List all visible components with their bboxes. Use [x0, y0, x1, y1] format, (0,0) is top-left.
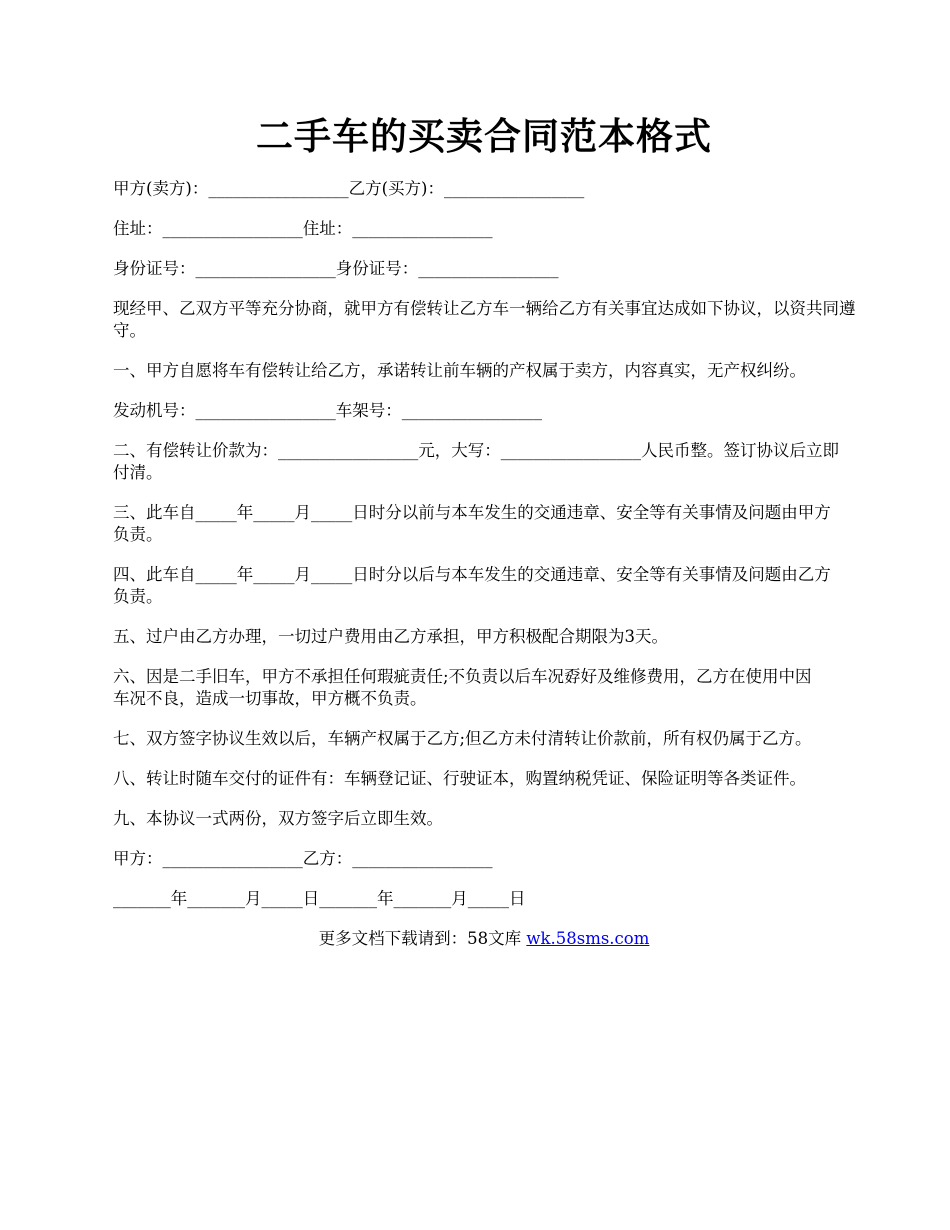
- clause-2: 二、有偿转让价款为：_________________元，大写：_________________人民币整。签订协议后立即付清。: [113, 441, 839, 482]
- document-title: 二手车的买卖合同范本格式: [256, 114, 712, 158]
- date-line: _______年_______月_____日_______年_______月_____日: [113, 889, 526, 908]
- engine-frame-line: 发动机号：_________________车架号：_________________: [113, 401, 542, 420]
- clause-1: 一、甲方自愿将车有偿转让给乙方，承诺转让前车辆的产权属于卖方，内容真实，无产权纠纷。: [113, 361, 806, 380]
- download-footer: [113, 928, 855, 950]
- address-line: 住址：_________________住址：_________________: [113, 219, 493, 238]
- clause-4: 四、此车自_____年_____月_____日时分以后与本车发生的交通违章、安全等有关事情及问题由乙方负责。: [113, 565, 831, 606]
- clause-8: 八、转让时随车交付的证件有：车辆登记证、行驶证本，购置纳税凭证、保险证明等各类证件。: [113, 769, 806, 788]
- id-number-line: 身份证号：_________________身份证号：_________________: [113, 259, 559, 278]
- document-page: [113, 108, 855, 950]
- footer-text: 更多文档下载请到：58文库: [318, 929, 527, 948]
- signature-line: 甲方：_________________乙方：_________________: [113, 849, 493, 868]
- clause-3: 三、此车自_____年_____月_____日时分以前与本车发生的交通违章、安全等有关事情及问题由甲方负责。: [113, 503, 831, 544]
- clause-9: 九、本协议一式两份，双方签字后立即生效。: [113, 809, 443, 828]
- footer-link[interactable]: wk.58sms.com: [526, 929, 650, 948]
- preamble-paragraph: 现经甲、乙双方平等充分协商，就甲方有偿转让乙方车一辆给乙方有关事宜达成如下协议，以资共同遵守。: [113, 299, 856, 340]
- clause-7: 七、双方签字协议生效以后，车辆产权属于乙方;但乙方未付清转让价款前，所有权仍属于乙方。: [113, 729, 812, 748]
- clause-6: 六、因是二手旧车，甲方不承担任何瑕疵责任;不负责以后车况孬好及维修费用，乙方在使用中因车况不良，造成一切事故，甲方概不负责。: [113, 667, 812, 708]
- clause-5: 五、过户由乙方办理，一切过户费用由乙方承担，甲方积极配合期限为3天。: [113, 627, 668, 646]
- party-a-b-line: 甲方(卖方)：_________________乙方(买方)：_________________: [113, 179, 585, 198]
